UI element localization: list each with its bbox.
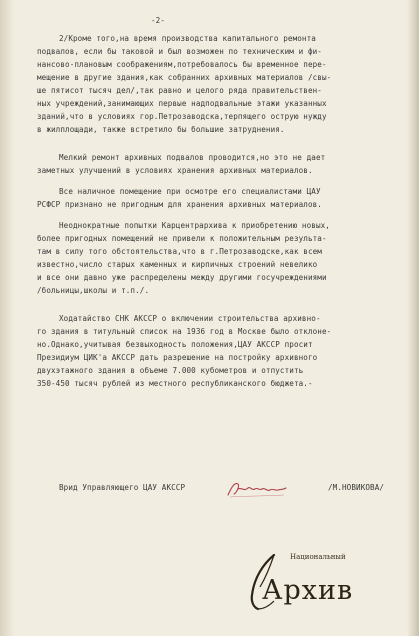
text-line: более пригодных помещений не привели к положительным результа- [37,234,327,243]
text-line: и все они давно уже распределены между другими госучреждениями [37,273,327,282]
page-edge-left [0,0,14,636]
text-line: Ходатайство СНК АКССР о включении строительства архивно- [59,314,321,323]
text-line: заметных улучшений в условиях хранения архивных материалов. [37,166,313,175]
text-line: 2/Кроме того,на время производства капитального ремонта [59,34,316,43]
text-line: ных учреждений,занимающих первые надподвальные этажи указанных [37,99,327,108]
text-line: /больницы,школы и т.п./. [37,286,150,295]
signatory-name: /М.НОВИКОВА/ [328,483,385,492]
text-line: РСФСР признано не пригодным для хранения архивных материалов. [37,200,322,209]
text-line: ше пятисот тысяч дел/,так равно и целого ряда правительствен- [37,86,322,95]
text-line: в жилплощади, также встретило бы большие затруднения. [37,125,285,134]
text-line: но.Однако,учитывая безвыходность положения,ЦАУ АКССР просит [37,340,313,349]
signatory-title: Врид Управляющего ЦАУ АКССР [59,483,186,492]
text-line: там в силу того обстоятельства,что в г.Петрозаводске,как всем [37,247,322,256]
text-line: нансово-плановым соображениям,потребовалось бы временное пере- [37,60,327,69]
text-line: Неоднократные попытки Карцентрархива к приобретению новых, [59,221,330,230]
text-line: зданий,что в условиях гор.Петрозаводска,терпящего острую нужду [37,112,327,121]
logo-caption: Национальный [290,553,346,561]
text-line: Все наличное помещение при осмотре его специалистами ЦАУ [59,187,321,196]
text-line: го здания в титульный список на 1936 год в Москве было отклоне- [37,327,332,336]
text-line: Мелкий ремонт архивных подвалов проводится,но это не дает [59,153,326,162]
text-line: 350-450 тысяч рублей из местного республиканского бюджета.- [37,379,313,388]
text-line: мещение в другие здания,как собранних архивных материалов /свы- [37,73,332,82]
handwritten-signature [226,478,288,500]
page-edge-right [407,0,419,636]
text-line: Президиум ЦИК'а АКССР дать разрешение на постройку архивного [37,353,318,362]
text-line: подвалов, если бы таковой и был возможен по техническим и фи- [37,47,322,56]
logo-title: Архив [262,575,354,606]
text-line: известно,число старых каменных и кирпичных строений невелико [37,260,318,269]
page-number: -2- [151,16,166,25]
text-line: двухэтажного здания в объеме 7.000 кубометров и отпустить [37,366,304,375]
